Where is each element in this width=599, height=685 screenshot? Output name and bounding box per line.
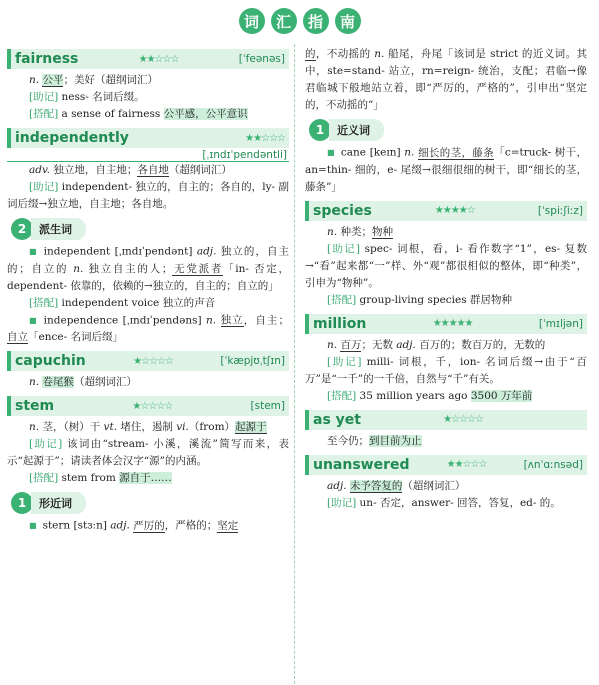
- headword: fairness: [15, 51, 79, 67]
- entry-header-as-yet: [305, 410, 587, 430]
- memo: [助记] independent- 独立的，自主的；各自的，ly- 副词后缀→独立地，自主地；各自地。: [7, 181, 289, 210]
- section-label: 派生词: [31, 218, 86, 240]
- collocation: [搭配] independent voice 独立的声音: [29, 296, 216, 309]
- section-synonyms: [309, 118, 587, 142]
- stern-continuation: 的，不动摇的 n. 船尾，舟尾「该词是 strict 的近义词。其中，ste=stand- 站立，rn=reign- 统治，支配；君临→像君临城下般地站立着，即“严厉的，严格的”，引申出“坚定的，不动摇的”」: [305, 48, 587, 111]
- definition: 至今仍；到目前为止: [327, 434, 422, 447]
- memo: [助记] 该词由“stream- 小溪，溪流”简写而来，表示“起源于”；请读者体会汉字“源”的内涵。: [7, 438, 289, 467]
- star-rating: ★★☆☆☆: [138, 53, 179, 65]
- star-rating: ★★☆☆☆: [245, 132, 285, 144]
- bullet-icon: ■: [29, 521, 37, 530]
- definition: n. 公平；美好（超纲词汇）: [29, 74, 158, 86]
- entry-header-unanswered: [305, 455, 587, 475]
- star-rating: ★☆☆☆☆: [132, 400, 173, 412]
- collocation: [搭配] 35 million years ago 3500 万年前: [327, 389, 533, 402]
- bullet-icon: ■: [29, 315, 38, 325]
- definition: n. 百万；无数 adj. 百万的；数百万的，无数的: [327, 338, 546, 351]
- phonetic: [ˈmɪljən]: [538, 317, 583, 330]
- definition: n. 茎，（树）干 vt. 堵住，遏制 vi.（from）起源于: [29, 421, 267, 433]
- phonetic: [ˈfeənəs]: [238, 53, 285, 65]
- section-label: 形近词: [31, 492, 86, 514]
- section-similar-form-words: [11, 491, 289, 515]
- definition: adv. 独立地，自主地；各自地（超纲词汇）: [29, 164, 232, 176]
- similar-form-entry: ■ stern [stɜːn] adj. 严厉的，严格的；坚定: [29, 519, 239, 532]
- headword: unanswered: [313, 456, 410, 473]
- collocation: [搭配] a sense of fairness 公平感，公平意识: [29, 108, 248, 120]
- headword: capuchin: [15, 353, 86, 369]
- section-label: 近义词: [329, 119, 384, 141]
- entry-header-million: [305, 314, 587, 334]
- phonetic: [ˈspiːʃiːz]: [537, 204, 583, 217]
- entry-header-independently: [7, 128, 289, 148]
- collocation: [搭配] stem from 源自于……: [29, 472, 172, 484]
- headword: million: [313, 315, 367, 332]
- headword: species: [313, 202, 372, 219]
- derived-entry: ■ independence [ˌɪndɪˈpendəns] n. 独立，自主；自立「ence- 名词后缀」: [7, 314, 290, 343]
- bullet-icon: ■: [29, 247, 38, 256]
- derived-entry: ■ independent [ˌɪndɪˈpendənt] adj. 独立的，自主的；自立的 n. 独立自主的人；无党派者「in- 否定，dependent- 依靠的，依赖的→独立的，自主的；自立的」: [7, 245, 290, 292]
- star-rating: ★★☆☆☆: [446, 459, 487, 470]
- title-char: 南: [335, 8, 361, 34]
- headword: as yet: [313, 411, 361, 428]
- star-rating: ★☆☆☆☆: [133, 355, 173, 367]
- left-column: [7, 44, 289, 535]
- bullet-icon: ■: [327, 148, 335, 157]
- title-char: 词: [239, 8, 265, 34]
- memo: [助记] ness- 名词后缀。: [29, 91, 145, 103]
- star-rating: ★★★★☆: [434, 205, 475, 216]
- section-number: 1: [11, 492, 33, 514]
- headword: stem: [15, 398, 55, 414]
- phonetic: [ʌnˈɑːnsəd]: [523, 458, 583, 471]
- star-rating: ★★★★★: [432, 318, 473, 329]
- star-rating: ★☆☆☆☆: [443, 414, 483, 425]
- memo: [助记] spec- 词根，看，i- 看作数字“1”，es- 复数→“看”起来都“一”样、外“观”都很相似的整体，即“种类”，引申为“物种”。: [305, 242, 588, 289]
- definition: adj. 未予答复的（超纲词汇）: [327, 479, 466, 492]
- section-number: 2: [11, 218, 33, 240]
- entry-header-capuchin: [7, 351, 289, 371]
- title-char: 指: [303, 8, 329, 34]
- page-title: [0, 8, 599, 36]
- synonym-entry: ■ cane [keɪn] n. 细长的茎，藤条「c=truck- 树干，an=thin- 细的，e- 尾缀→很细很细的树干，即“细长的茎，藤条”」: [305, 146, 587, 193]
- entry-header-fairness: [7, 49, 289, 69]
- section-derived-words: [11, 217, 289, 241]
- entry-header-stem: [7, 396, 289, 416]
- definition: n. 种类；物种: [327, 225, 393, 238]
- entry-header-species: [305, 201, 587, 221]
- definition: n. 卷尾猴（超纲词汇）: [29, 376, 137, 388]
- section-number: 1: [309, 119, 331, 141]
- collocation: [搭配] group-living species 群居物种: [327, 293, 512, 306]
- title-char: 汇: [271, 8, 297, 34]
- phonetic: [ˌɪndɪˈpendəntli]: [7, 149, 289, 162]
- phonetic: [stem]: [250, 400, 285, 412]
- column-divider: [294, 44, 295, 684]
- memo: [助记] un- 否定，answer- 回答，答复，ed- 的。: [327, 496, 561, 509]
- right-column: [305, 44, 587, 512]
- headword: independently: [15, 130, 129, 146]
- phonetic: [ˈkæpjʊˌtʃɪn]: [220, 355, 285, 367]
- memo: [助记] milli- 词根，千，ion- 名词后缀→由于“百万”是“一千”的一千倍，自然与“千”有关。: [305, 355, 587, 385]
